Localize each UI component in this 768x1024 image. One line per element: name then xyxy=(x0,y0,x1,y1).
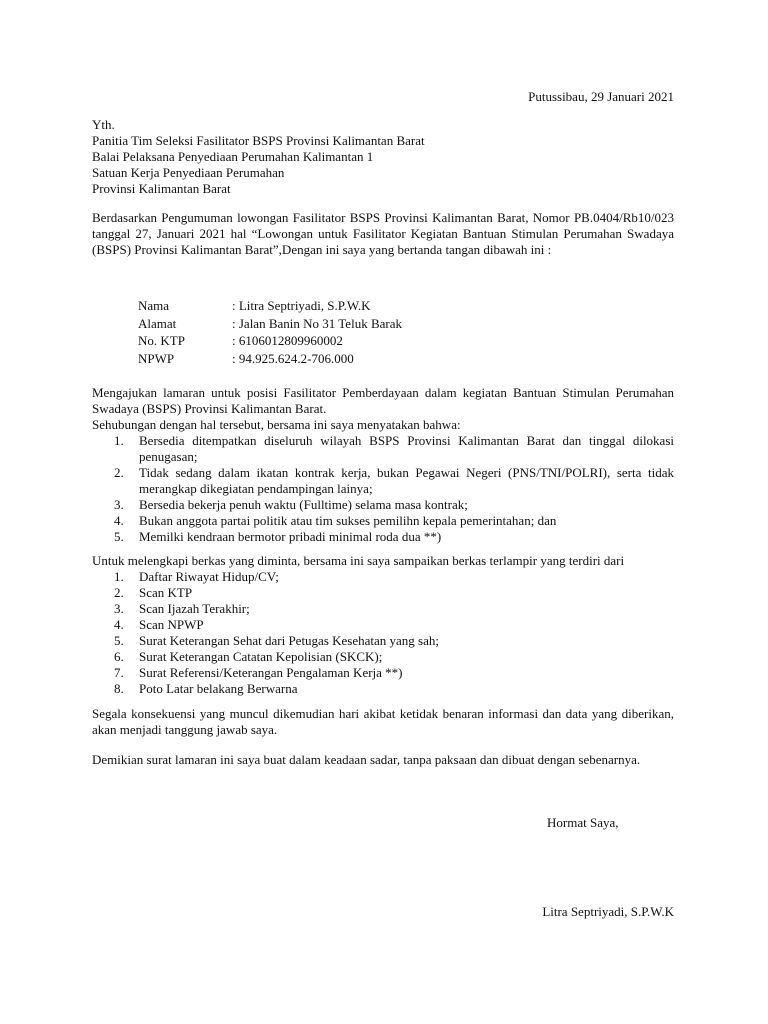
list-text: Daftar Riwayat Hidup/CV; xyxy=(139,569,279,584)
list-item xyxy=(92,601,674,617)
list-text: Bukan anggota partai politik atau tim sukses pemilihn kepala pemerintahan; dan xyxy=(139,513,557,528)
identity-value: : Jalan Banin No 31 Teluk Barak xyxy=(232,315,402,331)
list-number: 5. xyxy=(114,529,124,544)
list-text: Scan NPWP xyxy=(139,617,204,632)
statement-intro: Sehubungan dengan hal tersebut, bersama ini saya menyatakan bahwa: xyxy=(92,417,461,432)
identity-label: NPWP xyxy=(138,350,175,366)
list-number: 3. xyxy=(114,497,124,512)
identity-label: No. KTP xyxy=(138,333,185,348)
list-number: 3. xyxy=(114,601,124,616)
recipient-line: Yth. xyxy=(92,117,115,132)
attachments-section xyxy=(92,553,674,697)
list-item xyxy=(92,529,674,545)
list-number: 8. xyxy=(114,681,124,696)
list-number: 4. xyxy=(114,617,124,632)
list-number: 2. xyxy=(114,585,124,600)
attachments-list xyxy=(92,569,674,697)
identity-label: Alamat xyxy=(138,315,177,331)
consequence-paragraph: Segala konsekuensi yang muncul dikemudian hari akibat ketidak benaran informasi dan data yang diberikan, akan menjadi tanggung jawab saya. xyxy=(92,706,674,737)
closing-salutation: Hormat Saya, xyxy=(547,815,619,830)
list-text: Surat Keterangan Catatan Kepolisian (SKCK); xyxy=(139,649,383,664)
list-text: Surat Keterangan Sehat dari Petugas Kesehatan yang sah; xyxy=(139,633,439,648)
list-text: Scan KTP xyxy=(139,585,193,600)
place-date: Putussibau, 29 Januari 2021 xyxy=(528,89,674,104)
statement-list xyxy=(92,433,674,545)
signatory-name: Litra Septriyadi, S.P.W.K xyxy=(542,904,674,919)
list-item xyxy=(92,513,674,529)
list-number: 4. xyxy=(114,513,124,528)
list-text: Scan Ijazah Terakhir; xyxy=(139,601,250,616)
list-number: 6. xyxy=(114,649,124,664)
opening-paragraph: Berdasarkan Pengumuman lowongan Fasilitator BSPS Provinsi Kalimantan Barat, Nomor PB.0404/Rb10/023 tanggal 27, Januari 2021 hal “Lowongan untuk Fasilitator Kegiatan Bantuan Stimulan Perumahan Swadaya (BSPS) Provinsi Kalimantan Barat”,Dengan ini saya yang bertanda tangan dibawah ini : xyxy=(92,210,674,257)
list-number: 1. xyxy=(114,433,124,448)
identity-label: Nama xyxy=(138,298,170,313)
list-item xyxy=(92,681,674,697)
list-number: 2. xyxy=(114,465,124,480)
identity-value: : 6106012809960002 xyxy=(232,333,343,348)
list-item xyxy=(92,433,674,465)
recipient-line: Panitia Tim Seleksi Fasilitator BSPS Provinsi Kalimantan Barat xyxy=(92,133,425,148)
list-text: Poto Latar belakang Berwarna xyxy=(139,681,298,696)
recipient-block xyxy=(92,117,692,197)
recipient-line: Provinsi Kalimantan Barat xyxy=(92,181,231,196)
list-item xyxy=(92,633,674,649)
list-number: 1. xyxy=(114,569,124,584)
closing-statement: Demikian surat lamaran ini saya buat dalam keadaan sadar, tanpa paksaan dan dibuat dengan sebenarnya. xyxy=(92,752,641,767)
list-item xyxy=(92,569,674,585)
attachments-intro: Untuk melengkapi berkas yang diminta, bersama ini saya sampaikan berkas terlampir yang terdiri dari xyxy=(92,553,625,568)
identity-row-npwp xyxy=(138,351,402,369)
identity-row-ktp xyxy=(138,333,402,351)
recipient-line: Balai Pelaksana Penyediaan Perumahan Kalimantan 1 xyxy=(92,149,374,164)
identity-row-name xyxy=(138,298,402,316)
recipient-line: Satuan Kerja Penyediaan Perumahan xyxy=(92,165,285,180)
list-item xyxy=(92,617,674,633)
list-item xyxy=(92,585,674,601)
list-text: Memilki kendraan bermotor pribadi minimal roda dua **) xyxy=(139,529,442,544)
identity-row-address xyxy=(138,316,402,334)
identity-table xyxy=(138,298,402,368)
list-text: Bersedia bekerja penuh waktu (Fulltime) selama masa kontrak; xyxy=(139,497,468,512)
list-item xyxy=(92,649,674,665)
list-text: Surat Referensi/Keterangan Pengalaman Kerja **) xyxy=(139,665,403,680)
list-item xyxy=(92,665,674,681)
application-section xyxy=(92,385,674,545)
application-paragraph: Mengajukan lamaran untuk posisi Fasilitator Pemberdayaan dalam kegiatan Bantuan Stimulan Perumahan Swadaya (BSPS) Provinsi Kalimantan Barat. xyxy=(92,385,674,416)
list-item xyxy=(92,497,674,513)
list-text: Tidak sedang dalam ikatan kontrak kerja, bukan Pegawai Negeri (PNS/TNI/POLRI), serta tidak merangkap dikegiatan pendampingan lainya; xyxy=(139,465,674,496)
list-text: Bersedia ditempatkan diseluruh wilayah BSPS Provinsi Kalimantan Barat dan tinggal dilokasi penugasan; xyxy=(139,433,674,464)
identity-value: : 94.925.624.2-706.000 xyxy=(232,350,354,366)
identity-value: : Litra Septriyadi, S.P.W.K xyxy=(232,298,371,313)
list-number: 5. xyxy=(114,633,124,648)
list-item xyxy=(92,465,674,497)
list-number: 7. xyxy=(114,665,124,680)
